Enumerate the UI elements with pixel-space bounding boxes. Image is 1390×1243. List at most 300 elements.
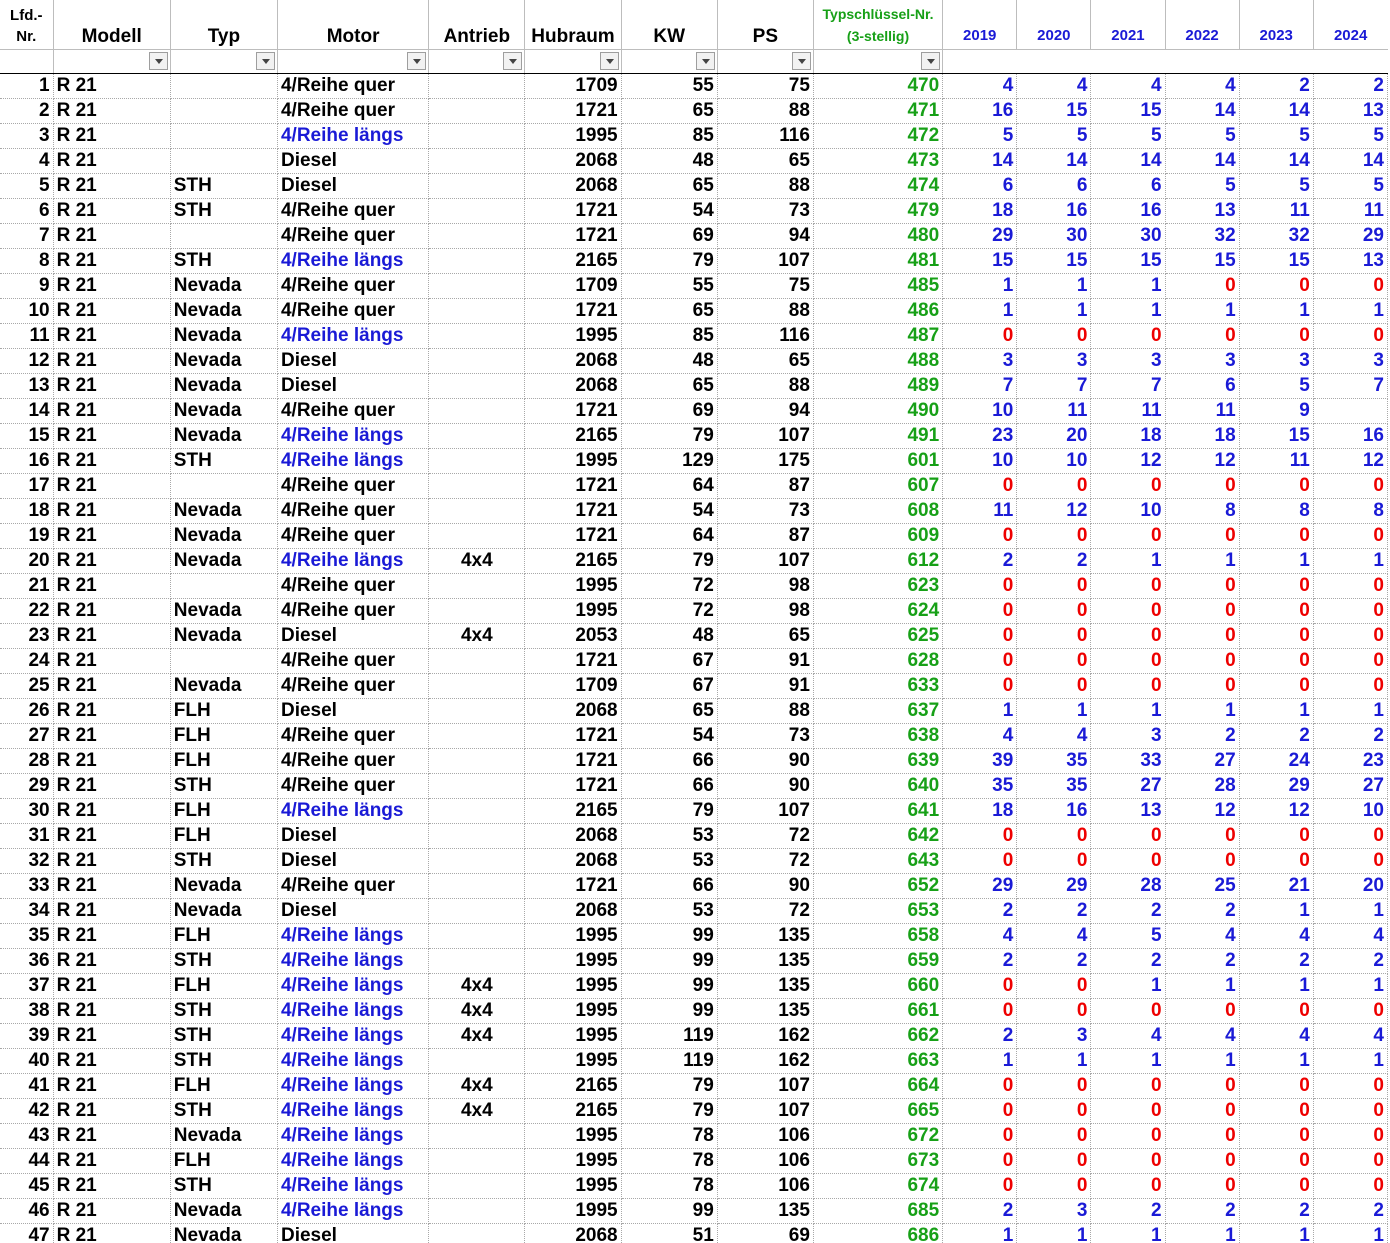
- cell-year-2019[interactable]: 2: [943, 1198, 1017, 1223]
- cell-tsn[interactable]: 685: [813, 1198, 942, 1223]
- cell-year-2019[interactable]: 0: [943, 823, 1017, 848]
- cell-year-2019[interactable]: 1: [943, 298, 1017, 323]
- cell-kw[interactable]: 54: [621, 198, 717, 223]
- cell-tsn[interactable]: 473: [813, 148, 942, 173]
- cell-hubraum[interactable]: 1721: [525, 773, 621, 798]
- cell-hubraum[interactable]: 2068: [525, 148, 621, 173]
- cell-ps[interactable]: 72: [717, 823, 813, 848]
- cell-year-2020[interactable]: 35: [1017, 773, 1091, 798]
- cell-year-2022[interactable]: 0: [1165, 323, 1239, 348]
- cell-hubraum[interactable]: 1995: [525, 948, 621, 973]
- cell-ps[interactable]: 98: [717, 573, 813, 598]
- cell-modell[interactable]: R 21: [53, 348, 170, 373]
- cell-year-2023[interactable]: 1: [1239, 973, 1313, 998]
- cell-year-2021[interactable]: 28: [1091, 873, 1165, 898]
- cell-year-2020[interactable]: 0: [1017, 623, 1091, 648]
- cell-hubraum[interactable]: 1995: [525, 1173, 621, 1198]
- cell-antrieb[interactable]: [429, 523, 525, 548]
- cell-year-2022[interactable]: 0: [1165, 1098, 1239, 1123]
- cell-typ[interactable]: Nevada: [170, 1123, 277, 1148]
- cell-typ[interactable]: STH: [170, 848, 277, 873]
- cell-typ[interactable]: Nevada: [170, 323, 277, 348]
- cell-year-2024[interactable]: 0: [1313, 573, 1387, 598]
- cell-motor[interactable]: 4/Reihe quer: [277, 398, 428, 423]
- cell-year-2019[interactable]: 1: [943, 1223, 1017, 1243]
- cell-motor[interactable]: 4/Reihe längs: [277, 1123, 428, 1148]
- cell-year-2020[interactable]: 4: [1017, 923, 1091, 948]
- filter-dropdown-icon[interactable]: [792, 52, 811, 70]
- cell-antrieb[interactable]: [429, 473, 525, 498]
- cell-hubraum[interactable]: 1721: [525, 873, 621, 898]
- cell-year-2022[interactable]: 0: [1165, 823, 1239, 848]
- cell-modell[interactable]: R 21: [53, 98, 170, 123]
- cell-motor[interactable]: 4/Reihe längs: [277, 1198, 428, 1223]
- cell-kw[interactable]: 119: [621, 1023, 717, 1048]
- cell-lfd[interactable]: 43: [0, 1123, 53, 1148]
- cell-antrieb[interactable]: 4x4: [429, 998, 525, 1023]
- cell-ps[interactable]: 87: [717, 473, 813, 498]
- cell-lfd[interactable]: 22: [0, 598, 53, 623]
- cell-ps[interactable]: 162: [717, 1023, 813, 1048]
- cell-ps[interactable]: 107: [717, 798, 813, 823]
- cell-year-2023[interactable]: 1: [1239, 548, 1313, 573]
- cell-year-2020[interactable]: 0: [1017, 973, 1091, 998]
- cell-antrieb[interactable]: [429, 823, 525, 848]
- cell-year-2023[interactable]: 15: [1239, 423, 1313, 448]
- cell-modell[interactable]: R 21: [53, 998, 170, 1023]
- cell-antrieb[interactable]: [429, 173, 525, 198]
- cell-hubraum[interactable]: 1995: [525, 598, 621, 623]
- cell-year-2024[interactable]: 11: [1313, 198, 1387, 223]
- cell-typ[interactable]: Nevada: [170, 1223, 277, 1243]
- cell-lfd[interactable]: 10: [0, 298, 53, 323]
- cell-ps[interactable]: 88: [717, 373, 813, 398]
- cell-antrieb[interactable]: 4x4: [429, 1073, 525, 1098]
- cell-modell[interactable]: R 21: [53, 748, 170, 773]
- cell-year-2023[interactable]: 0: [1239, 998, 1313, 1023]
- cell-year-2022[interactable]: 1: [1165, 973, 1239, 998]
- cell-motor[interactable]: 4/Reihe längs: [277, 1048, 428, 1073]
- cell-antrieb[interactable]: [429, 123, 525, 148]
- cell-hubraum[interactable]: 1721: [525, 723, 621, 748]
- cell-modell[interactable]: R 21: [53, 1223, 170, 1243]
- cell-tsn[interactable]: 480: [813, 223, 942, 248]
- cell-antrieb[interactable]: [429, 448, 525, 473]
- cell-kw[interactable]: 48: [621, 148, 717, 173]
- cell-kw[interactable]: 79: [621, 548, 717, 573]
- cell-hubraum[interactable]: 2165: [525, 423, 621, 448]
- cell-motor[interactable]: 4/Reihe längs: [277, 923, 428, 948]
- cell-motor[interactable]: 4/Reihe quer: [277, 498, 428, 523]
- cell-motor[interactable]: 4/Reihe längs: [277, 1098, 428, 1123]
- cell-typ[interactable]: [170, 123, 277, 148]
- cell-antrieb[interactable]: 4x4: [429, 1023, 525, 1048]
- cell-year-2022[interactable]: 0: [1165, 1123, 1239, 1148]
- cell-year-2022[interactable]: 1: [1165, 698, 1239, 723]
- cell-kw[interactable]: 79: [621, 423, 717, 448]
- cell-typ[interactable]: STH: [170, 1023, 277, 1048]
- cell-year-2020[interactable]: 16: [1017, 198, 1091, 223]
- cell-lfd[interactable]: 24: [0, 648, 53, 673]
- cell-year-2022[interactable]: 25: [1165, 873, 1239, 898]
- cell-year-2021[interactable]: 0: [1091, 1173, 1165, 1198]
- cell-ps[interactable]: 107: [717, 1073, 813, 1098]
- cell-year-2020[interactable]: 15: [1017, 98, 1091, 123]
- cell-year-2021[interactable]: 18: [1091, 423, 1165, 448]
- cell-typ[interactable]: Nevada: [170, 623, 277, 648]
- cell-hubraum[interactable]: 2068: [525, 848, 621, 873]
- cell-ps[interactable]: 135: [717, 998, 813, 1023]
- cell-kw[interactable]: 64: [621, 523, 717, 548]
- cell-hubraum[interactable]: 1995: [525, 1023, 621, 1048]
- cell-typ[interactable]: Nevada: [170, 1198, 277, 1223]
- cell-ps[interactable]: 94: [717, 398, 813, 423]
- cell-year-2021[interactable]: 0: [1091, 323, 1165, 348]
- cell-ps[interactable]: 135: [717, 973, 813, 998]
- cell-ps[interactable]: 72: [717, 898, 813, 923]
- cell-year-2023[interactable]: 2: [1239, 948, 1313, 973]
- cell-antrieb[interactable]: [429, 573, 525, 598]
- cell-antrieb[interactable]: 4x4: [429, 1098, 525, 1123]
- cell-hubraum[interactable]: 1995: [525, 1198, 621, 1223]
- cell-tsn[interactable]: 490: [813, 398, 942, 423]
- cell-kw[interactable]: 119: [621, 1048, 717, 1073]
- cell-typ[interactable]: FLH: [170, 823, 277, 848]
- cell-kw[interactable]: 99: [621, 998, 717, 1023]
- cell-motor[interactable]: Diesel: [277, 898, 428, 923]
- cell-year-2024[interactable]: 13: [1313, 98, 1387, 123]
- cell-lfd[interactable]: 18: [0, 498, 53, 523]
- cell-year-2023[interactable]: 1: [1239, 1223, 1313, 1243]
- cell-year-2019[interactable]: 0: [943, 1073, 1017, 1098]
- cell-year-2019[interactable]: 0: [943, 1098, 1017, 1123]
- cell-tsn[interactable]: 609: [813, 523, 942, 548]
- cell-year-2020[interactable]: 12: [1017, 498, 1091, 523]
- cell-tsn[interactable]: 661: [813, 998, 942, 1023]
- cell-year-2023[interactable]: 14: [1239, 98, 1313, 123]
- cell-kw[interactable]: 85: [621, 323, 717, 348]
- cell-year-2021[interactable]: 0: [1091, 1073, 1165, 1098]
- cell-year-2019[interactable]: 0: [943, 973, 1017, 998]
- cell-year-2020[interactable]: 0: [1017, 848, 1091, 873]
- cell-antrieb[interactable]: [429, 1048, 525, 1073]
- cell-modell[interactable]: R 21: [53, 248, 170, 273]
- cell-kw[interactable]: 53: [621, 823, 717, 848]
- cell-motor[interactable]: 4/Reihe quer: [277, 273, 428, 298]
- cell-antrieb[interactable]: 4x4: [429, 623, 525, 648]
- cell-year-2023[interactable]: 0: [1239, 823, 1313, 848]
- cell-kw[interactable]: 66: [621, 748, 717, 773]
- cell-year-2019[interactable]: 14: [943, 148, 1017, 173]
- cell-lfd[interactable]: 34: [0, 898, 53, 923]
- cell-antrieb[interactable]: [429, 248, 525, 273]
- cell-lfd[interactable]: 46: [0, 1198, 53, 1223]
- cell-year-2019[interactable]: 18: [943, 198, 1017, 223]
- cell-motor[interactable]: Diesel: [277, 848, 428, 873]
- cell-antrieb[interactable]: [429, 748, 525, 773]
- cell-kw[interactable]: 79: [621, 798, 717, 823]
- cell-year-2019[interactable]: 0: [943, 473, 1017, 498]
- cell-motor[interactable]: 4/Reihe quer: [277, 673, 428, 698]
- cell-year-2023[interactable]: 2: [1239, 723, 1313, 748]
- cell-tsn[interactable]: 487: [813, 323, 942, 348]
- cell-hubraum[interactable]: 1721: [525, 398, 621, 423]
- cell-year-2019[interactable]: 2: [943, 898, 1017, 923]
- cell-lfd[interactable]: 25: [0, 673, 53, 698]
- cell-year-2022[interactable]: 12: [1165, 798, 1239, 823]
- cell-modell[interactable]: R 21: [53, 648, 170, 673]
- cell-year-2019[interactable]: 16: [943, 98, 1017, 123]
- cell-tsn[interactable]: 664: [813, 1073, 942, 1098]
- cell-year-2020[interactable]: 0: [1017, 673, 1091, 698]
- cell-motor[interactable]: 4/Reihe längs: [277, 548, 428, 573]
- cell-antrieb[interactable]: [429, 1148, 525, 1173]
- cell-antrieb[interactable]: [429, 648, 525, 673]
- cell-year-2023[interactable]: 11: [1239, 448, 1313, 473]
- cell-lfd[interactable]: 4: [0, 148, 53, 173]
- cell-motor[interactable]: 4/Reihe quer: [277, 773, 428, 798]
- cell-year-2024[interactable]: 8: [1313, 498, 1387, 523]
- cell-motor[interactable]: 4/Reihe quer: [277, 198, 428, 223]
- cell-year-2021[interactable]: 7: [1091, 373, 1165, 398]
- cell-year-2022[interactable]: 1: [1165, 1048, 1239, 1073]
- cell-kw[interactable]: 64: [621, 473, 717, 498]
- cell-year-2021[interactable]: 0: [1091, 573, 1165, 598]
- cell-typ[interactable]: STH: [170, 248, 277, 273]
- cell-year-2021[interactable]: 3: [1091, 348, 1165, 373]
- cell-antrieb[interactable]: [429, 348, 525, 373]
- cell-ps[interactable]: 106: [717, 1123, 813, 1148]
- cell-tsn[interactable]: 674: [813, 1173, 942, 1198]
- cell-kw[interactable]: 129: [621, 448, 717, 473]
- cell-modell[interactable]: R 21: [53, 823, 170, 848]
- cell-hubraum[interactable]: 1995: [525, 573, 621, 598]
- cell-tsn[interactable]: 642: [813, 823, 942, 848]
- cell-year-2021[interactable]: 15: [1091, 98, 1165, 123]
- cell-typ[interactable]: [170, 148, 277, 173]
- cell-lfd[interactable]: 9: [0, 273, 53, 298]
- cell-year-2019[interactable]: 39: [943, 748, 1017, 773]
- cell-year-2024[interactable]: 0: [1313, 323, 1387, 348]
- cell-lfd[interactable]: 17: [0, 473, 53, 498]
- cell-tsn[interactable]: 485: [813, 273, 942, 298]
- cell-lfd[interactable]: 37: [0, 973, 53, 998]
- cell-antrieb[interactable]: [429, 1173, 525, 1198]
- cell-lfd[interactable]: 35: [0, 923, 53, 948]
- cell-lfd[interactable]: 7: [0, 223, 53, 248]
- cell-antrieb[interactable]: [429, 873, 525, 898]
- cell-year-2024[interactable]: 2: [1313, 73, 1387, 98]
- cell-typ[interactable]: Nevada: [170, 548, 277, 573]
- cell-ps[interactable]: 90: [717, 873, 813, 898]
- cell-year-2022[interactable]: 4: [1165, 73, 1239, 98]
- cell-kw[interactable]: 69: [621, 398, 717, 423]
- cell-lfd[interactable]: 39: [0, 1023, 53, 1048]
- cell-year-2023[interactable]: 8: [1239, 498, 1313, 523]
- cell-ps[interactable]: 135: [717, 923, 813, 948]
- cell-year-2022[interactable]: 1: [1165, 298, 1239, 323]
- cell-year-2019[interactable]: 2: [943, 948, 1017, 973]
- cell-lfd[interactable]: 19: [0, 523, 53, 548]
- cell-tsn[interactable]: 623: [813, 573, 942, 598]
- cell-typ[interactable]: FLH: [170, 698, 277, 723]
- cell-antrieb[interactable]: [429, 923, 525, 948]
- cell-antrieb[interactable]: [429, 223, 525, 248]
- cell-typ[interactable]: STH: [170, 173, 277, 198]
- cell-ps[interactable]: 91: [717, 648, 813, 673]
- cell-hubraum[interactable]: 1995: [525, 923, 621, 948]
- cell-year-2019[interactable]: 0: [943, 1123, 1017, 1148]
- cell-year-2022[interactable]: 0: [1165, 473, 1239, 498]
- cell-lfd[interactable]: 26: [0, 698, 53, 723]
- cell-year-2020[interactable]: 4: [1017, 723, 1091, 748]
- cell-year-2024[interactable]: 20: [1313, 873, 1387, 898]
- cell-year-2021[interactable]: 0: [1091, 1148, 1165, 1173]
- cell-modell[interactable]: R 21: [53, 873, 170, 898]
- cell-year-2020[interactable]: 0: [1017, 1123, 1091, 1148]
- cell-typ[interactable]: STH: [170, 448, 277, 473]
- cell-modell[interactable]: R 21: [53, 498, 170, 523]
- cell-lfd[interactable]: 31: [0, 823, 53, 848]
- cell-year-2023[interactable]: 0: [1239, 598, 1313, 623]
- cell-year-2020[interactable]: 0: [1017, 523, 1091, 548]
- cell-year-2023[interactable]: 0: [1239, 1148, 1313, 1173]
- cell-motor[interactable]: 4/Reihe quer: [277, 573, 428, 598]
- cell-modell[interactable]: R 21: [53, 298, 170, 323]
- cell-year-2021[interactable]: 33: [1091, 748, 1165, 773]
- cell-ps[interactable]: 73: [717, 498, 813, 523]
- cell-tsn[interactable]: 486: [813, 298, 942, 323]
- cell-modell[interactable]: R 21: [53, 773, 170, 798]
- cell-motor[interactable]: 4/Reihe quer: [277, 598, 428, 623]
- cell-hubraum[interactable]: 1709: [525, 73, 621, 98]
- cell-ps[interactable]: 88: [717, 98, 813, 123]
- cell-modell[interactable]: R 21: [53, 323, 170, 348]
- cell-year-2022[interactable]: 0: [1165, 623, 1239, 648]
- cell-hubraum[interactable]: 1721: [525, 198, 621, 223]
- cell-tsn[interactable]: 640: [813, 773, 942, 798]
- cell-hubraum[interactable]: 2165: [525, 1098, 621, 1123]
- cell-year-2021[interactable]: 12: [1091, 448, 1165, 473]
- cell-year-2020[interactable]: 20: [1017, 423, 1091, 448]
- cell-ps[interactable]: 88: [717, 298, 813, 323]
- cell-kw[interactable]: 55: [621, 73, 717, 98]
- cell-typ[interactable]: Nevada: [170, 398, 277, 423]
- cell-lfd[interactable]: 45: [0, 1173, 53, 1198]
- cell-kw[interactable]: 79: [621, 1098, 717, 1123]
- cell-year-2022[interactable]: 14: [1165, 98, 1239, 123]
- cell-ps[interactable]: 88: [717, 698, 813, 723]
- cell-year-2020[interactable]: 0: [1017, 1098, 1091, 1123]
- cell-motor[interactable]: 4/Reihe quer: [277, 298, 428, 323]
- cell-year-2020[interactable]: 3: [1017, 1023, 1091, 1048]
- cell-motor[interactable]: 4/Reihe längs: [277, 1173, 428, 1198]
- cell-motor[interactable]: 4/Reihe längs: [277, 1023, 428, 1048]
- cell-modell[interactable]: R 21: [53, 473, 170, 498]
- cell-modell[interactable]: R 21: [53, 423, 170, 448]
- cell-motor[interactable]: Diesel: [277, 173, 428, 198]
- cell-year-2022[interactable]: 2: [1165, 898, 1239, 923]
- cell-year-2020[interactable]: 2: [1017, 548, 1091, 573]
- cell-hubraum[interactable]: 1721: [525, 98, 621, 123]
- cell-typ[interactable]: FLH: [170, 798, 277, 823]
- cell-typ[interactable]: [170, 648, 277, 673]
- cell-tsn[interactable]: 660: [813, 973, 942, 998]
- cell-lfd[interactable]: 6: [0, 198, 53, 223]
- cell-typ[interactable]: STH: [170, 198, 277, 223]
- cell-year-2023[interactable]: 1: [1239, 298, 1313, 323]
- cell-typ[interactable]: Nevada: [170, 498, 277, 523]
- cell-year-2023[interactable]: 1: [1239, 698, 1313, 723]
- cell-kw[interactable]: 72: [621, 573, 717, 598]
- cell-year-2022[interactable]: 28: [1165, 773, 1239, 798]
- cell-motor[interactable]: Diesel: [277, 698, 428, 723]
- cell-modell[interactable]: R 21: [53, 173, 170, 198]
- cell-typ[interactable]: [170, 73, 277, 98]
- cell-kw[interactable]: 72: [621, 598, 717, 623]
- cell-kw[interactable]: 79: [621, 1073, 717, 1098]
- cell-year-2021[interactable]: 1: [1091, 548, 1165, 573]
- cell-motor[interactable]: 4/Reihe längs: [277, 1073, 428, 1098]
- cell-typ[interactable]: Nevada: [170, 423, 277, 448]
- cell-year-2024[interactable]: 2: [1313, 948, 1387, 973]
- cell-year-2024[interactable]: 1: [1313, 298, 1387, 323]
- cell-year-2022[interactable]: 0: [1165, 848, 1239, 873]
- cell-year-2022[interactable]: 18: [1165, 423, 1239, 448]
- cell-year-2021[interactable]: 4: [1091, 73, 1165, 98]
- cell-hubraum[interactable]: 2068: [525, 1223, 621, 1243]
- cell-hubraum[interactable]: 1995: [525, 1048, 621, 1073]
- cell-year-2020[interactable]: 10: [1017, 448, 1091, 473]
- cell-motor[interactable]: 4/Reihe quer: [277, 223, 428, 248]
- cell-year-2024[interactable]: 1: [1313, 1048, 1387, 1073]
- cell-ps[interactable]: 91: [717, 673, 813, 698]
- cell-year-2022[interactable]: 4: [1165, 1023, 1239, 1048]
- cell-year-2024[interactable]: 2: [1313, 723, 1387, 748]
- cell-typ[interactable]: Nevada: [170, 523, 277, 548]
- cell-year-2020[interactable]: 0: [1017, 823, 1091, 848]
- cell-year-2021[interactable]: 1: [1091, 1223, 1165, 1243]
- cell-lfd[interactable]: 33: [0, 873, 53, 898]
- cell-typ[interactable]: [170, 473, 277, 498]
- cell-tsn[interactable]: 638: [813, 723, 942, 748]
- cell-antrieb[interactable]: [429, 898, 525, 923]
- cell-year-2019[interactable]: 1: [943, 273, 1017, 298]
- cell-year-2019[interactable]: 0: [943, 998, 1017, 1023]
- cell-antrieb[interactable]: [429, 323, 525, 348]
- cell-tsn[interactable]: 643: [813, 848, 942, 873]
- cell-tsn[interactable]: 652: [813, 873, 942, 898]
- cell-year-2023[interactable]: 11: [1239, 198, 1313, 223]
- cell-motor[interactable]: 4/Reihe quer: [277, 648, 428, 673]
- cell-year-2021[interactable]: 0: [1091, 823, 1165, 848]
- cell-antrieb[interactable]: [429, 273, 525, 298]
- cell-year-2024[interactable]: 0: [1313, 523, 1387, 548]
- cell-hubraum[interactable]: 1721: [525, 523, 621, 548]
- cell-year-2019[interactable]: 0: [943, 323, 1017, 348]
- cell-ps[interactable]: 107: [717, 1098, 813, 1123]
- cell-motor[interactable]: 4/Reihe längs: [277, 998, 428, 1023]
- cell-modell[interactable]: R 21: [53, 948, 170, 973]
- cell-year-2020[interactable]: 3: [1017, 1198, 1091, 1223]
- cell-year-2023[interactable]: 14: [1239, 148, 1313, 173]
- cell-antrieb[interactable]: [429, 848, 525, 873]
- cell-motor[interactable]: 4/Reihe quer: [277, 473, 428, 498]
- cell-typ[interactable]: Nevada: [170, 898, 277, 923]
- cell-motor[interactable]: 4/Reihe quer: [277, 523, 428, 548]
- cell-year-2021[interactable]: 1: [1091, 1048, 1165, 1073]
- cell-year-2022[interactable]: 0: [1165, 1148, 1239, 1173]
